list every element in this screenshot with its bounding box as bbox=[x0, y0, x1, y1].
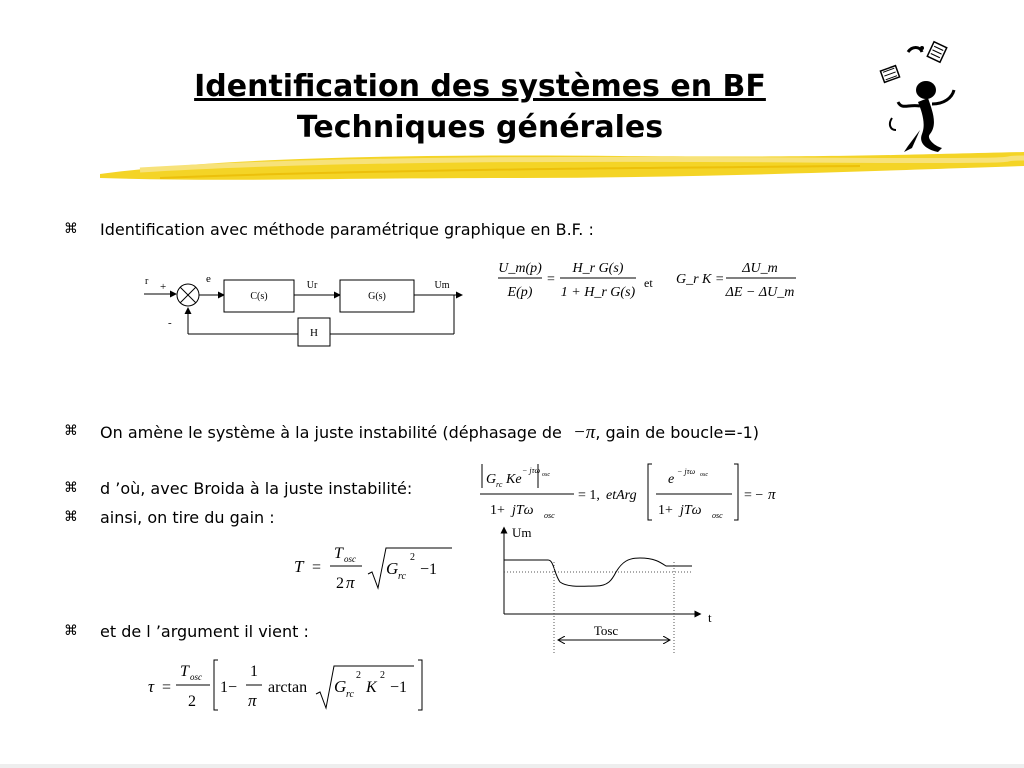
bullet-marker: ⌘ bbox=[64, 623, 78, 639]
svg-text:1+: 1+ bbox=[490, 503, 505, 518]
waveform-x-label: t bbox=[708, 610, 712, 625]
svg-text:2: 2 bbox=[356, 670, 361, 681]
slide-subtitle: Techniques générales bbox=[296, 110, 664, 145]
svg-text:rc: rc bbox=[346, 689, 354, 700]
plus-sign: + bbox=[160, 281, 167, 293]
tau-formula bbox=[144, 654, 430, 714]
svg-text:K: K bbox=[366, 679, 377, 696]
bullet-text-2-start: On amène le système à la juste instabilité (déphasage de bbox=[100, 423, 562, 442]
svg-text:=: = bbox=[547, 272, 555, 287]
formula-e-p: E(p) bbox=[507, 285, 533, 300]
minus-pi-symbol: −π bbox=[572, 422, 596, 443]
svg-text:G: G bbox=[486, 472, 497, 487]
svg-text:1: 1 bbox=[250, 663, 258, 680]
svg-text:2: 2 bbox=[188, 693, 196, 710]
signal-e-label: e bbox=[206, 273, 211, 285]
svg-text:− jτω: − jτω bbox=[677, 467, 696, 476]
svg-text:e: e bbox=[668, 472, 675, 487]
h-block-label: H bbox=[310, 327, 318, 339]
bullet-text-5: et de l ’argument il vient : bbox=[100, 622, 309, 641]
formula-connector-et: et bbox=[644, 276, 653, 290]
bullet-marker: ⌘ bbox=[64, 480, 78, 496]
svg-text:etArg: etArg bbox=[606, 488, 637, 503]
svg-text:G: G bbox=[386, 559, 399, 578]
svg-text:π: π bbox=[768, 487, 776, 503]
period-formula bbox=[292, 538, 462, 594]
c-block-label: C(s) bbox=[250, 291, 268, 302]
svg-text:osc: osc bbox=[542, 472, 550, 478]
bullet-marker: ⌘ bbox=[64, 423, 78, 439]
formula-delta-um: ΔU_m bbox=[742, 261, 778, 276]
svg-text:=: = bbox=[162, 679, 172, 696]
signal-ur-label: Ur bbox=[306, 280, 318, 291]
bullet-text-2 bbox=[100, 422, 759, 444]
svg-text:rc: rc bbox=[496, 480, 503, 489]
svg-text:jTω: jTω bbox=[680, 503, 702, 518]
waveform-y-label: Um bbox=[512, 525, 532, 540]
slide-title: Identification des systèmes en BF bbox=[194, 69, 766, 104]
svg-text:2: 2 bbox=[336, 575, 344, 592]
svg-text:osc: osc bbox=[700, 472, 708, 478]
formula-one-plus-hr-g: 1 + H_r G(s) bbox=[560, 285, 636, 300]
slide-bottom-border bbox=[0, 764, 1024, 768]
svg-text:− jτω: − jτω bbox=[522, 466, 541, 475]
svg-text:osc: osc bbox=[190, 672, 202, 682]
svg-text:τ: τ bbox=[148, 677, 155, 696]
svg-text:π: π bbox=[248, 691, 257, 710]
svg-text:T: T bbox=[180, 663, 189, 680]
svg-text:2: 2 bbox=[410, 552, 415, 563]
svg-text:= 1,: = 1, bbox=[578, 488, 600, 503]
svg-text:Ke: Ke bbox=[506, 472, 522, 487]
signal-um-label: Um bbox=[434, 280, 450, 291]
oscillation-waveform bbox=[488, 522, 728, 658]
svg-text:G: G bbox=[334, 677, 347, 696]
juggler-clipart-icon bbox=[868, 38, 964, 158]
g-block-label: G(s) bbox=[368, 291, 386, 302]
minus-sign: - bbox=[168, 317, 172, 329]
formula-hr-g: H_r G(s) bbox=[572, 261, 624, 276]
closed-loop-formula bbox=[494, 256, 664, 304]
waveform-period-label: Tosc bbox=[593, 623, 619, 638]
svg-text:osc: osc bbox=[344, 554, 356, 564]
svg-text:2: 2 bbox=[380, 670, 385, 681]
signal-r-label: r bbox=[145, 276, 149, 287]
bullet-text-4: ainsi, on tire du gain : bbox=[100, 508, 275, 527]
svg-text:= −: = − bbox=[744, 488, 764, 503]
formula-delta-e-minus-um: ΔE − ΔU_m bbox=[725, 285, 795, 300]
svg-text:jTω: jTω bbox=[512, 503, 534, 518]
formula-gr-k: G_r K = bbox=[676, 272, 725, 287]
bullet-text-1: Identification avec méthode paramétrique graphique en B.F. : bbox=[100, 220, 594, 239]
formula-um-p: U_m(p) bbox=[498, 261, 542, 276]
svg-text:rc: rc bbox=[398, 571, 406, 582]
svg-text:−1: −1 bbox=[420, 561, 438, 578]
svg-text:arctan: arctan bbox=[268, 679, 308, 696]
svg-text:1−: 1− bbox=[220, 679, 238, 696]
svg-text:−1: −1 bbox=[390, 679, 408, 696]
broida-formula bbox=[478, 460, 788, 524]
svg-text:=: = bbox=[312, 559, 322, 576]
bullet-text-2-end: , gain de boucle=-1) bbox=[595, 423, 759, 442]
svg-text:1+: 1+ bbox=[658, 503, 673, 518]
gain-formula bbox=[674, 256, 804, 304]
svg-text:π: π bbox=[346, 573, 355, 592]
svg-text:osc: osc bbox=[712, 511, 723, 520]
bullet-marker: ⌘ bbox=[64, 509, 78, 525]
svg-text:T: T bbox=[334, 545, 343, 562]
svg-text:osc: osc bbox=[544, 511, 555, 520]
bullet-marker: ⌘ bbox=[64, 221, 78, 237]
bullet-text-3: d ’où, avec Broida à la juste instabilité: bbox=[100, 479, 413, 498]
svg-text:T: T bbox=[294, 557, 304, 576]
block-diagram bbox=[140, 268, 470, 352]
